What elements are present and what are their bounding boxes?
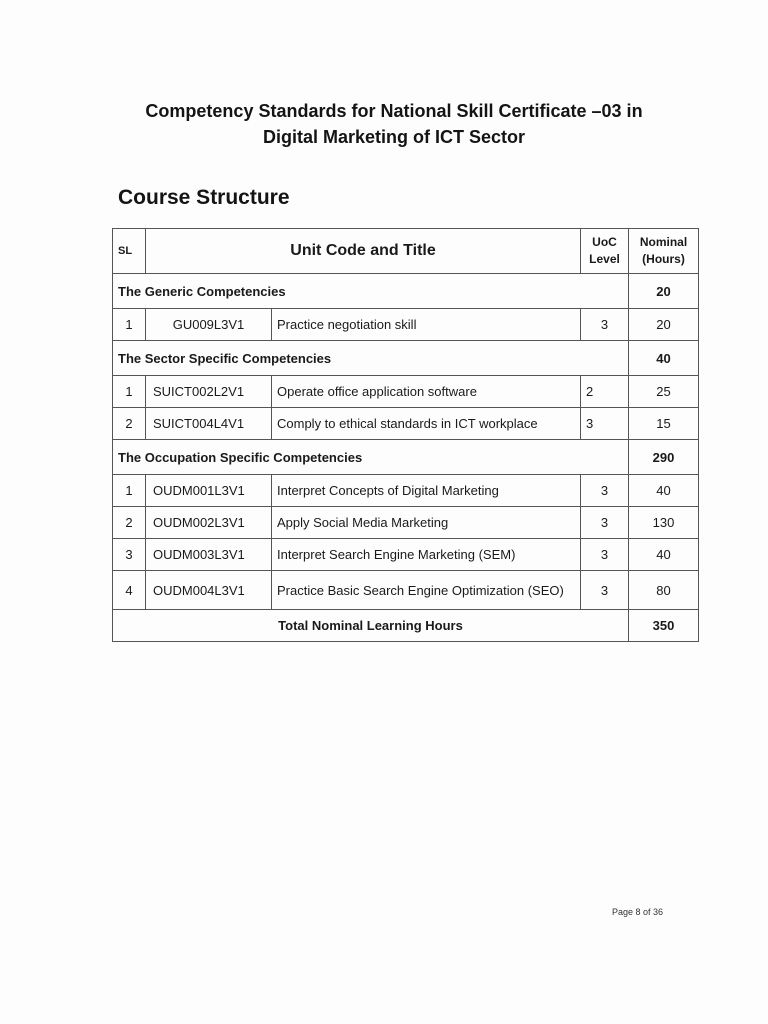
- total-hours: 350: [629, 610, 699, 642]
- group-hours: 290: [629, 440, 699, 475]
- row-unit-title: Practice negotiation skill: [272, 309, 581, 341]
- header-sl: SL: [113, 229, 146, 274]
- row-sl: 2: [113, 408, 146, 440]
- row-uoc-level: 3: [581, 539, 629, 571]
- total-row: [113, 610, 699, 642]
- group-row-generic: [113, 274, 699, 309]
- section-heading: Course Structure: [118, 186, 290, 209]
- group-hours: 20: [629, 274, 699, 309]
- header-uoc-line-1: UoC: [592, 235, 617, 249]
- row-unit-title: Interpret Search Engine Marketing (SEM): [272, 539, 581, 571]
- row-unit-title: Operate office application software: [272, 376, 581, 408]
- group-label: The Occupation Specific Competencies: [113, 440, 629, 475]
- row-unit-title: Practice Basic Search Engine Optimization (SEO): [272, 571, 581, 610]
- group-row-occupation-specific: [113, 440, 699, 475]
- header-uoc-level: [581, 229, 629, 274]
- row-unit-title: Apply Social Media Marketing: [272, 507, 581, 539]
- row-unit-code: OUDM004L3V1: [146, 571, 272, 610]
- row-unit-code: GU009L3V1: [146, 309, 272, 341]
- table-header-row: [113, 229, 699, 274]
- row-hours: 130: [629, 507, 699, 539]
- row-uoc-level: 3: [581, 507, 629, 539]
- row-sl: 2: [113, 507, 146, 539]
- total-label: Total Nominal Learning Hours: [113, 610, 629, 642]
- row-uoc-level: 3: [581, 408, 629, 440]
- document-title-line-2: Digital Marketing of ICT Sector: [262, 127, 526, 147]
- header-nominal-hours: [629, 229, 699, 274]
- row-unit-code: OUDM002L3V1: [146, 507, 272, 539]
- row-hours: 25: [629, 376, 699, 408]
- row-hours: 15: [629, 408, 699, 440]
- row-sl: 3: [113, 539, 146, 571]
- course-structure-table: [112, 228, 699, 642]
- row-unit-code: OUDM001L3V1: [146, 475, 272, 507]
- row-hours: 20: [629, 309, 699, 341]
- document-title-line-1: Competency Standards for National Skill Certificate –03 in: [145, 101, 643, 121]
- group-label: The Generic Competencies: [113, 274, 629, 309]
- row-hours: 80: [629, 571, 699, 610]
- header-nominal-line-1: Nominal: [639, 235, 688, 249]
- row-sl: 1: [113, 376, 146, 408]
- row-unit-title: Comply to ethical standards in ICT workplace: [272, 408, 581, 440]
- row-hours: 40: [629, 539, 699, 571]
- table-row: [113, 408, 699, 440]
- row-hours: 40: [629, 475, 699, 507]
- row-unit-code: SUICT004L4V1: [146, 408, 272, 440]
- row-uoc-level: 2: [581, 376, 629, 408]
- table-row: [113, 571, 699, 610]
- page-number: Page 8 of 36: [612, 907, 664, 917]
- table-row: [113, 309, 699, 341]
- row-unit-title: Interpret Concepts of Digital Marketing: [272, 475, 581, 507]
- row-uoc-level: 3: [581, 309, 629, 341]
- group-label: The Sector Specific Competencies: [113, 341, 629, 376]
- row-uoc-level: 3: [581, 475, 629, 507]
- row-uoc-level: 3: [581, 571, 629, 610]
- row-sl: 1: [113, 475, 146, 507]
- row-sl: 4: [113, 571, 146, 610]
- header-unit-code-title: Unit Code and Title: [146, 229, 581, 274]
- table-row: [113, 507, 699, 539]
- table-row: [113, 475, 699, 507]
- table-row: [113, 376, 699, 408]
- row-unit-code: OUDM003L3V1: [146, 539, 272, 571]
- table-row: [113, 539, 699, 571]
- row-unit-code: SUICT002L2V1: [146, 376, 272, 408]
- row-sl: 1: [113, 309, 146, 341]
- header-uoc-line-2: Level: [589, 252, 620, 266]
- document-title: [84, 98, 704, 150]
- group-hours: 40: [629, 341, 699, 376]
- header-nominal-line-2: (Hours): [642, 252, 685, 266]
- group-row-sector-specific: [113, 341, 699, 376]
